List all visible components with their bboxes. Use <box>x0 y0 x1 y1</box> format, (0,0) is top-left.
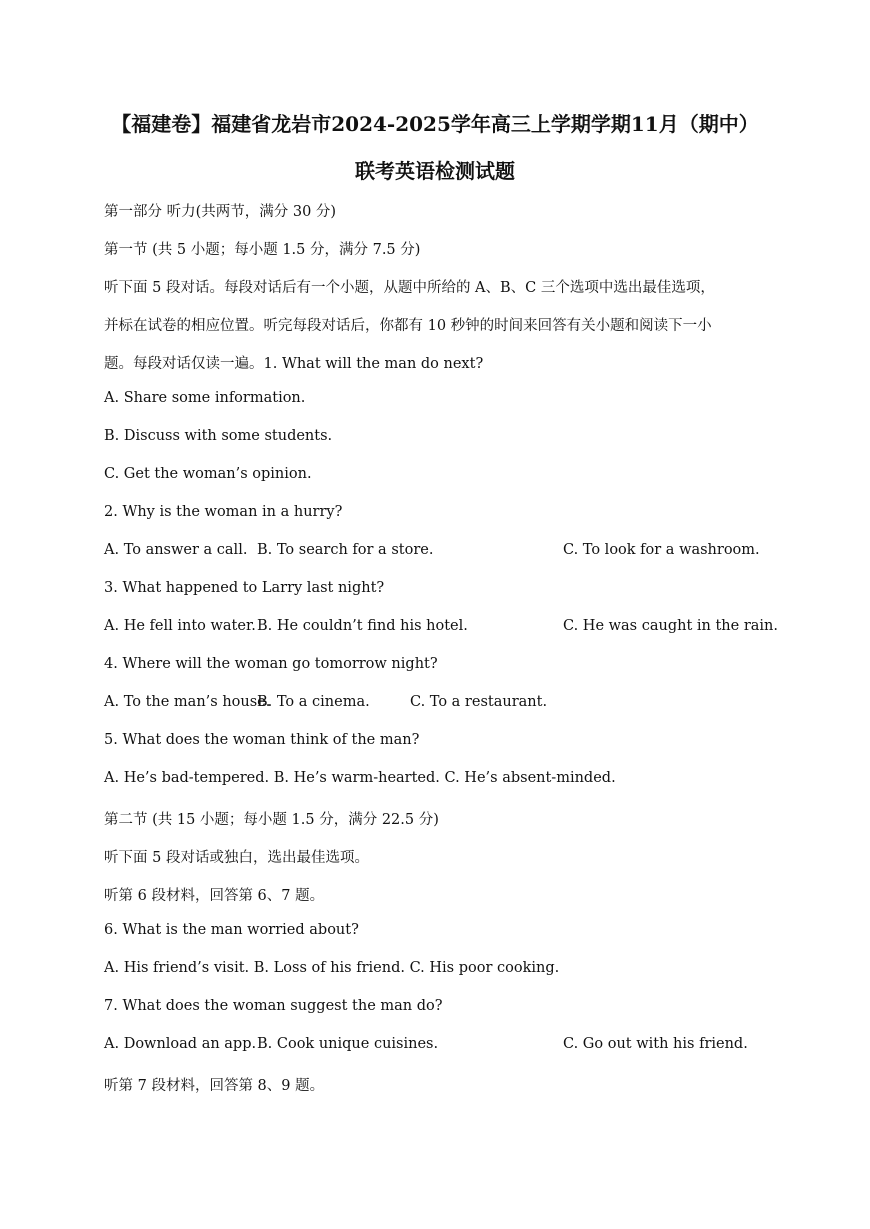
q6-options: A. His friend’s visit. B. Loss of his friend. C. His poor cooking. <box>104 960 560 976</box>
q4-option-c: C. To a restaurant. <box>410 694 548 710</box>
q5-options: A. He’s bad-tempered. B. He’s warm-hearted. C. He’s absent-minded. <box>104 770 616 786</box>
q5-stem: 5. What does the woman think of the man? <box>104 732 420 748</box>
q1-option-b: B. Discuss with some students. <box>104 428 333 444</box>
q3-stem: 3. What happened to Larry last night? <box>104 580 385 596</box>
material6-label: 听第 6 段材料，回答第 6、7 题。 <box>104 888 325 904</box>
part1-heading: 第一部分 听力(共两节，满分 30 分) <box>104 204 337 220</box>
q4-option-a: A. To the man’s house. <box>104 694 271 710</box>
instruction-line: 并标在试卷的相应位置。听完每段对话后，你都有 10 秒钟的时间来回答有关小题和阅读下一小 <box>104 318 712 334</box>
q2-stem: 2. Why is the woman in a hurry? <box>104 504 343 520</box>
q3-option-b: B. He couldn’t find his hotel. <box>257 618 468 634</box>
q4-stem: 4. Where will the woman go tomorrow night? <box>104 656 438 672</box>
q7-option-b: B. Cook unique cuisines. <box>257 1036 439 1052</box>
q7-option-c: C. Go out with his friend. <box>563 1036 748 1052</box>
q2-option-c: C. To look for a washroom. <box>563 542 760 558</box>
q1-option-c: C. Get the woman’s opinion. <box>104 466 312 482</box>
q3-option-a: A. He fell into water. <box>104 618 256 634</box>
q7-option-a: A. Download an app. <box>104 1036 257 1052</box>
q4-option-b: B. To a cinema. <box>257 694 370 710</box>
material7-label: 听第 7 段材料，回答第 8、9 题。 <box>104 1078 325 1094</box>
section2-instruction: 听下面 5 段对话或独白，选出最佳选项。 <box>104 850 369 866</box>
instruction-line: 题。每段对话仅读一遍。1. What will the man do next? <box>104 356 484 372</box>
q2-option-a: A. To answer a call. <box>104 542 248 558</box>
section1-heading: 第一节 (共 5 小题；每小题 1.5 分，满分 7.5 分) <box>104 242 421 258</box>
q3-option-c: C. He was caught in the rain. <box>563 618 779 634</box>
q6-stem: 6. What is the man worried about? <box>104 922 359 938</box>
exam-title-line1: 【福建卷】福建省龙岩市2024-2025学年高三上学期学期11月（期中） <box>111 112 759 136</box>
q2-option-b: B. To search for a store. <box>257 542 434 558</box>
exam-title-line2: 联考英语检测试题 <box>355 159 515 183</box>
q7-stem: 7. What does the woman suggest the man do? <box>104 998 443 1014</box>
instruction-line: 听下面 5 段对话。每段对话后有一个小题，从题中所给的 A、B、C 三个选项中选出最佳选项， <box>104 280 715 296</box>
section2-heading: 第二节 (共 15 小题；每小题 1.5 分，满分 22.5 分) <box>104 812 439 828</box>
q1-option-a: A. Share some information. <box>104 390 306 406</box>
